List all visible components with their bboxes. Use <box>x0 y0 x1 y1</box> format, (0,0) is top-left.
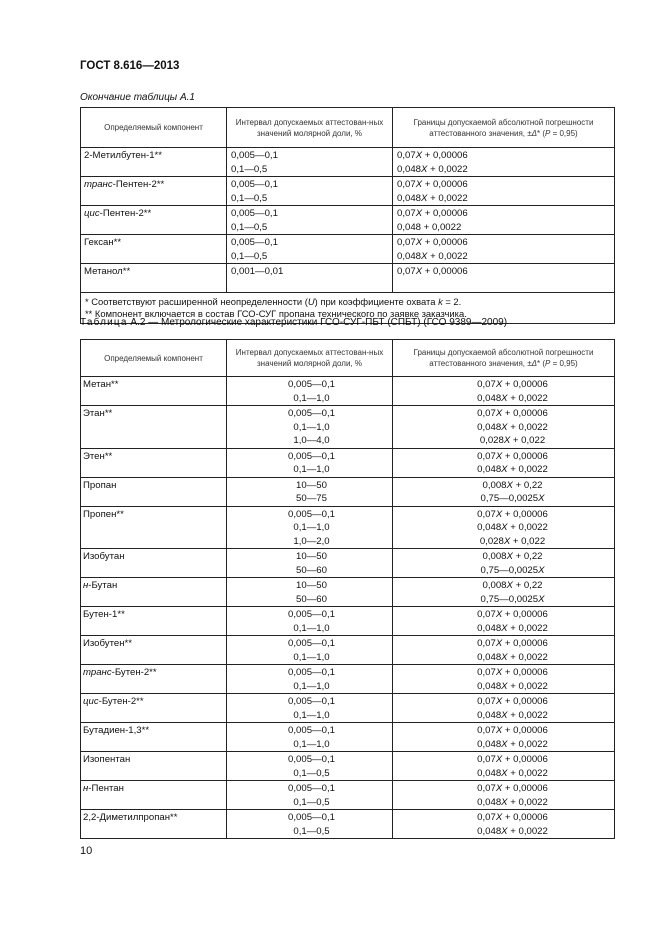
error-value: 0,028X + 0,022 <box>479 435 546 446</box>
error-value: 0,048X + 0,0022 <box>477 680 548 692</box>
interval-value: 10—50 <box>296 551 327 562</box>
component-label: 2-Метилбутен-1** <box>84 150 162 161</box>
interval-cell <box>227 264 393 293</box>
interval-cell <box>227 235 393 264</box>
component-label: Пропен** <box>83 508 124 520</box>
error-value: 0,07X + 0,00006 <box>477 812 548 823</box>
table2-caption-label: Таблица <box>80 317 128 328</box>
interval-cell <box>227 752 393 781</box>
table1-row <box>81 264 615 293</box>
error-value: 0,07X + 0,00006 <box>397 237 468 248</box>
error-value: 0,07X + 0,00006 <box>477 508 548 520</box>
component-name <box>81 506 227 549</box>
table2-row <box>81 636 615 665</box>
interval-cell <box>227 377 393 406</box>
component-prefix: транс <box>84 179 113 190</box>
interval-value: 0,005—0,1 <box>288 408 335 419</box>
error-cell <box>393 578 615 607</box>
component-label: Этан** <box>83 408 113 419</box>
component-label: Бутадиен-1,3** <box>83 725 150 736</box>
interval-cell <box>227 406 393 449</box>
interval-cell <box>227 810 393 839</box>
interval-value: 0,005—0,1 <box>288 696 335 707</box>
error-value: 0,07X + 0,00006 <box>477 379 548 390</box>
interval-value: 0,005—0,1 <box>231 150 278 161</box>
interval-value: 0,1—0,5 <box>231 250 268 262</box>
interval-value: 0,1—1,0 <box>293 392 330 404</box>
error-value: 0,048 + 0,0022 <box>397 221 462 233</box>
table1-col-component: Определяемый компонент <box>81 108 227 148</box>
page-number: 10 <box>80 845 93 857</box>
interval-value: 0,1—0,5 <box>231 192 268 204</box>
table2-row <box>81 781 615 810</box>
interval-cell <box>227 206 393 235</box>
component-name <box>81 477 227 506</box>
table2-col-interval: Интервал допускаемых аттестован-ных значений молярной доли, % <box>227 340 393 377</box>
error-value: 0,07X + 0,00006 <box>477 696 548 707</box>
interval-value: 10—50 <box>296 479 327 491</box>
table1-row <box>81 177 615 206</box>
error-value: 0,048X + 0,0022 <box>397 192 468 204</box>
component-name <box>81 448 227 477</box>
table1 <box>80 107 615 324</box>
component-name <box>81 781 227 810</box>
table2-row <box>81 549 615 578</box>
error-value: 0,07X + 0,00006 <box>477 638 548 649</box>
interval-value: 0,1—1,0 <box>293 522 330 533</box>
interval-value: 0,005—0,1 <box>231 179 278 190</box>
table1-row <box>81 148 615 177</box>
interval-cell <box>227 694 393 723</box>
error-value: 0,07X + 0,00006 <box>397 208 468 219</box>
error-value: 0,008X + 0,22 <box>482 551 543 562</box>
component-name <box>81 235 227 264</box>
error-value: 0,048X + 0,0022 <box>477 522 548 533</box>
interval-value: 0,1—1,0 <box>293 651 330 663</box>
component-prefix: н <box>83 580 89 591</box>
error-value: 0,048X + 0,0022 <box>477 767 548 779</box>
component-prefix: цис <box>83 696 99 707</box>
error-value: 0,07X + 0,00006 <box>397 179 468 190</box>
component-label: -Пентан <box>88 783 124 794</box>
error-value: 0,048X + 0,0022 <box>477 709 548 721</box>
interval-value: 0,001—0,01 <box>231 266 284 277</box>
error-value: 0,048X + 0,0022 <box>477 651 548 663</box>
interval-value: 0,1—1,0 <box>293 622 330 634</box>
document-header: ГОСТ 8.616—2013 <box>80 60 180 72</box>
error-cell <box>393 665 615 694</box>
error-cell <box>393 694 615 723</box>
interval-value: 0,005—0,1 <box>288 783 335 794</box>
component-name <box>81 148 227 177</box>
error-value: 0,07X + 0,00006 <box>477 754 548 765</box>
interval-cell <box>227 477 393 506</box>
interval-value: 1,0—4,0 <box>293 435 330 446</box>
error-value: 0,008X + 0,22 <box>482 479 543 491</box>
component-label: -Бутен-2** <box>111 667 157 678</box>
component-prefix: транс <box>83 667 112 678</box>
table1-row <box>81 206 615 235</box>
interval-value: 0,005—0,1 <box>288 609 335 620</box>
component-name <box>81 377 227 406</box>
table2-col-component: Определяемый компонент <box>81 340 227 377</box>
component-name <box>81 665 227 694</box>
component-label: -Бутан <box>88 580 118 591</box>
error-cell <box>393 477 615 506</box>
table2-row <box>81 810 615 839</box>
table1-col-interval: Интервал допускаемых аттестован-ных значений молярной доли, % <box>227 108 393 148</box>
table2-row <box>81 694 615 723</box>
error-value: 0,048X + 0,0022 <box>477 392 548 404</box>
interval-cell <box>227 549 393 578</box>
interval-cell <box>227 578 393 607</box>
table2 <box>80 339 615 839</box>
component-prefix: н <box>83 783 89 794</box>
error-value: 0,048X + 0,0022 <box>397 250 468 262</box>
component-name <box>81 723 227 752</box>
table2-row <box>81 377 615 406</box>
error-cell <box>393 377 615 406</box>
error-value: 0,028X + 0,022 <box>479 535 546 547</box>
error-cell <box>393 206 615 235</box>
error-value: 0,048X + 0,0022 <box>477 738 548 750</box>
table2-caption-text: А.2 — Метрологические характеристики ГСО-СУГ-ПБТ (СПБТ) (ГСО 9389—2009) <box>130 317 508 328</box>
error-value: 0,048X + 0,0022 <box>477 464 548 475</box>
error-value: 0,07X + 0,00006 <box>477 450 548 462</box>
component-label: -Пентен-2** <box>112 179 165 190</box>
interval-value: 0,1—0,5 <box>231 163 268 175</box>
error-cell <box>393 810 615 839</box>
error-cell <box>393 148 615 177</box>
error-value: 0,75—0,0025X <box>480 493 545 504</box>
table1-row <box>81 235 615 264</box>
error-cell <box>393 781 615 810</box>
interval-value: 0,005—0,1 <box>288 812 335 823</box>
interval-cell <box>227 148 393 177</box>
component-label: Пропан <box>83 479 117 491</box>
interval-value: 0,005—0,1 <box>288 667 335 678</box>
error-value: 0,07X + 0,00006 <box>397 266 468 277</box>
error-value: 0,048X + 0,0022 <box>397 163 468 175</box>
interval-value: 50—60 <box>296 564 327 576</box>
error-value: 0,048X + 0,0022 <box>477 421 548 433</box>
error-cell <box>393 406 615 449</box>
interval-value: 0,1—1,0 <box>293 680 330 692</box>
error-value: 0,75—0,0025X <box>480 593 545 605</box>
interval-value: 50—75 <box>296 493 327 504</box>
component-name <box>81 177 227 206</box>
component-name <box>81 810 227 839</box>
table2-caption <box>80 317 507 328</box>
error-cell <box>393 607 615 636</box>
component-name <box>81 578 227 607</box>
interval-cell <box>227 723 393 752</box>
component-name <box>81 607 227 636</box>
interval-cell <box>227 506 393 549</box>
table2-row <box>81 578 615 607</box>
interval-cell <box>227 607 393 636</box>
interval-value: 10—50 <box>296 580 327 591</box>
error-cell <box>393 506 615 549</box>
table2-row <box>81 723 615 752</box>
table2-row <box>81 607 615 636</box>
error-cell <box>393 752 615 781</box>
interval-value: 0,005—0,1 <box>288 508 335 520</box>
component-label: Метанол** <box>84 266 131 277</box>
table2-row <box>81 752 615 781</box>
interval-value: 0,1—0,5 <box>293 796 330 808</box>
component-name <box>81 264 227 293</box>
interval-value: 0,1—0,5 <box>293 767 330 779</box>
error-cell <box>393 723 615 752</box>
interval-value: 0,1—0,5 <box>231 221 268 233</box>
error-value: 0,07X + 0,00006 <box>477 609 548 620</box>
table2-row <box>81 448 615 477</box>
error-cell <box>393 448 615 477</box>
table2-row <box>81 477 615 506</box>
table1-caption: Окончание таблицы А.1 <box>80 92 195 103</box>
footnote-2: ** Компонент включается в состав ГСО-СУГ пропана технического по заявке заказчика. <box>85 308 467 319</box>
error-value: 0,048X + 0,0022 <box>477 796 548 808</box>
component-label: Изопентан <box>83 754 131 765</box>
interval-value: 0,005—0,1 <box>288 379 335 390</box>
component-label: Метан** <box>83 379 119 390</box>
error-cell <box>393 177 615 206</box>
table2-row <box>81 406 615 449</box>
error-cell <box>393 264 615 293</box>
interval-value: 0,1—1,0 <box>293 709 330 721</box>
interval-value: 0,005—0,1 <box>231 208 278 219</box>
error-value: 0,07X + 0,00006 <box>477 725 548 736</box>
component-label: Бутен-1** <box>83 609 125 620</box>
table1-col-error: Границы допускаемой абсолютной погрешности аттестованного значения, ±Δ* (P = 0,95) <box>393 108 615 148</box>
interval-value: 0,005—0,1 <box>288 450 335 462</box>
table1-header-row <box>81 108 615 148</box>
component-name <box>81 636 227 665</box>
interval-value: 0,005—0,1 <box>288 638 335 649</box>
interval-value: 50—60 <box>296 593 327 605</box>
component-name <box>81 752 227 781</box>
component-label: 2,2-Диметилпропан** <box>83 812 178 823</box>
component-label: -Пентен-2** <box>99 208 152 219</box>
error-cell <box>393 235 615 264</box>
component-name <box>81 406 227 449</box>
error-value: 0,07X + 0,00006 <box>477 667 548 678</box>
interval-value: 0,1—0,5 <box>293 825 330 837</box>
component-label: Гексан** <box>84 237 122 248</box>
component-label: -Бутен-2** <box>98 696 144 707</box>
footnote-1: * Соответствуют расширенной неопределенности (U) при коэффициенте охвата k = 2. <box>85 296 462 307</box>
component-name <box>81 206 227 235</box>
interval-value: 0,005—0,1 <box>288 754 335 765</box>
interval-value: 0,005—0,1 <box>288 725 335 736</box>
error-value: 0,07X + 0,00006 <box>397 150 468 161</box>
table2-row <box>81 506 615 549</box>
interval-cell <box>227 781 393 810</box>
component-name <box>81 694 227 723</box>
interval-value: 0,1—1,0 <box>293 421 330 433</box>
interval-cell <box>227 665 393 694</box>
error-value: 0,07X + 0,00006 <box>477 408 548 419</box>
component-name <box>81 549 227 578</box>
error-cell <box>393 636 615 665</box>
interval-value: 0,005—0,1 <box>231 237 278 248</box>
component-prefix: цис <box>84 208 100 219</box>
error-value: 0,048X + 0,0022 <box>477 825 548 837</box>
interval-value: 0,1—1,0 <box>293 464 330 475</box>
interval-cell <box>227 636 393 665</box>
table2-col-error: Границы допускаемой абсолютной погрешности аттестованного значения, ±Δ* (P = 0,95) <box>393 340 615 377</box>
error-value: 0,07X + 0,00006 <box>477 783 548 794</box>
error-cell <box>393 549 615 578</box>
interval-value: 0,1—1,0 <box>293 738 330 750</box>
component-label: Изобутен** <box>83 638 132 649</box>
component-label: Изобутан <box>83 551 125 562</box>
error-value: 0,048X + 0,0022 <box>477 622 548 634</box>
component-label: Этен** <box>83 450 113 462</box>
table2-row <box>81 665 615 694</box>
table2-header-row <box>81 340 615 377</box>
interval-value: 1,0—2,0 <box>293 535 330 547</box>
error-value: 0,008X + 0,22 <box>482 580 543 591</box>
error-value: 0,75—0,0025X <box>480 564 545 576</box>
interval-cell <box>227 448 393 477</box>
interval-cell <box>227 177 393 206</box>
